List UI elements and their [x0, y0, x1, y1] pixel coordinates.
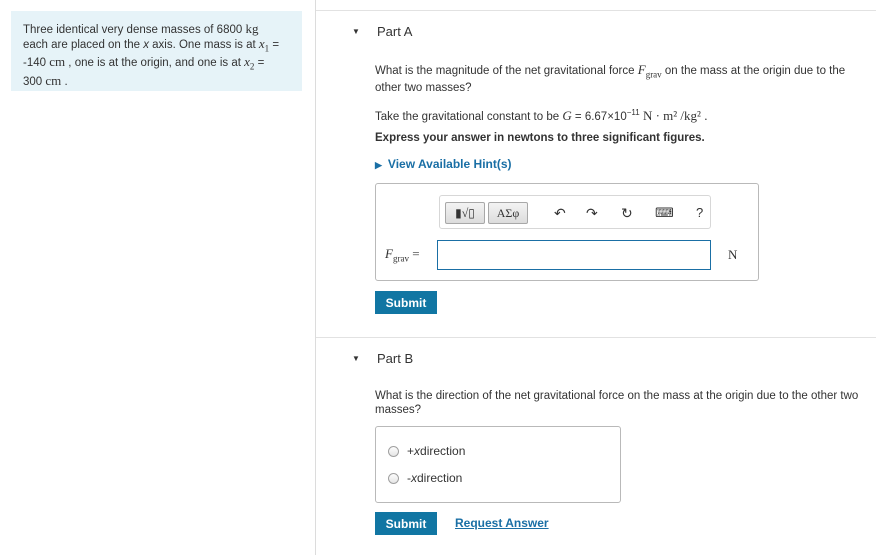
question-text: other two masses?: [375, 82, 472, 95]
unit-label: N: [728, 247, 738, 262]
g-exponent: −11: [626, 108, 640, 117]
hint-label: View Available Hint(s): [387, 157, 512, 171]
keyboard-icon[interactable]: ⌨: [655, 205, 674, 220]
g-text: Take the gravitational constant to be: [375, 110, 563, 123]
expand-triangle-icon: ▶: [375, 160, 382, 170]
answer-instruction: Express your answer in newtons to three significant figures.: [375, 132, 705, 144]
view-hints-link[interactable]: [375, 157, 512, 171]
answer-eq: =: [408, 246, 420, 261]
answer-label: [385, 246, 420, 264]
axis-var: x: [143, 39, 149, 51]
request-answer-link[interactable]: Request Answer: [455, 516, 549, 530]
x2-sub: 2: [249, 61, 255, 72]
problem-text: .: [61, 75, 68, 88]
g-units: N · m² /kg² .: [639, 107, 708, 123]
mass-unit: kg: [245, 21, 259, 36]
problem-text: , one is at the origin, and one is at: [65, 57, 245, 70]
g-symbol: G: [562, 107, 572, 123]
collapse-triangle-icon[interactable]: ▼: [352, 354, 360, 363]
question-text: What is the direction of the net gravitational force on the mass at the origin due to the other two: [375, 390, 859, 402]
reset-icon[interactable]: ↻: [621, 205, 633, 221]
x2-value: 300: [23, 75, 46, 88]
part-a-question: [375, 63, 845, 95]
part-b-question: [375, 389, 858, 417]
x2-var: x: [244, 54, 250, 70]
choice-text: direction: [420, 444, 466, 458]
part-b-submit-button[interactable]: Submit: [375, 512, 437, 535]
answer-sub: grav: [392, 253, 409, 264]
column-divider: [315, 0, 316, 555]
direction-choices: [375, 426, 621, 503]
force-var: F: [637, 62, 646, 77]
symbols-button[interactable]: ΑΣφ: [488, 202, 528, 224]
part-b-title: Part B: [377, 351, 414, 366]
choice-sign: -: [407, 471, 411, 485]
redo-icon[interactable]: ↷: [586, 205, 598, 221]
problem-text: each are placed on the: [23, 39, 144, 51]
choice-text: direction: [417, 471, 463, 485]
part-a-title: Part A: [377, 24, 413, 39]
g-value: = 6.67×10: [571, 110, 627, 123]
question-text: masses?: [375, 404, 422, 416]
choice-var: x: [414, 444, 421, 458]
choice-var: x: [411, 471, 417, 485]
gravitational-constant-text: [375, 106, 707, 124]
problem-text: Three identical very dense masses of 6800: [23, 24, 246, 36]
help-button[interactable]: ?: [696, 205, 704, 220]
answer-input[interactable]: [437, 240, 711, 270]
x1-unit: cm: [49, 54, 66, 70]
answer-box: [375, 183, 759, 281]
radio-button[interactable]: [388, 473, 399, 484]
question-text: What is the magnitude of the net gravitational force: [375, 65, 638, 77]
problem-statement: [11, 11, 302, 91]
problem-text: axis. One mass is at: [148, 39, 259, 51]
choice-sign: +: [407, 444, 415, 458]
choice-positive-x[interactable]: [388, 444, 465, 458]
question-text: on the mass at the origin due to the: [661, 65, 846, 77]
choice-negative-x[interactable]: [388, 471, 462, 485]
problem-text: =: [254, 57, 265, 70]
x1-value: -140: [23, 57, 50, 70]
part-b-header[interactable]: [316, 337, 876, 378]
force-sub: grav: [645, 69, 662, 80]
radio-button[interactable]: [388, 446, 399, 457]
answer-var: F: [385, 246, 393, 261]
collapse-triangle-icon[interactable]: ▼: [352, 27, 360, 36]
x1-var: x: [258, 36, 265, 51]
part-a-submit-button[interactable]: Submit: [375, 291, 437, 314]
x1-sub: 1: [264, 43, 270, 54]
templates-button[interactable]: ▮√▯: [445, 202, 485, 224]
x2-unit: cm: [45, 72, 62, 88]
math-toolbar: [439, 195, 711, 229]
undo-icon[interactable]: ↶: [554, 205, 566, 221]
part-a-header[interactable]: [316, 10, 876, 51]
problem-text: =: [269, 39, 280, 51]
